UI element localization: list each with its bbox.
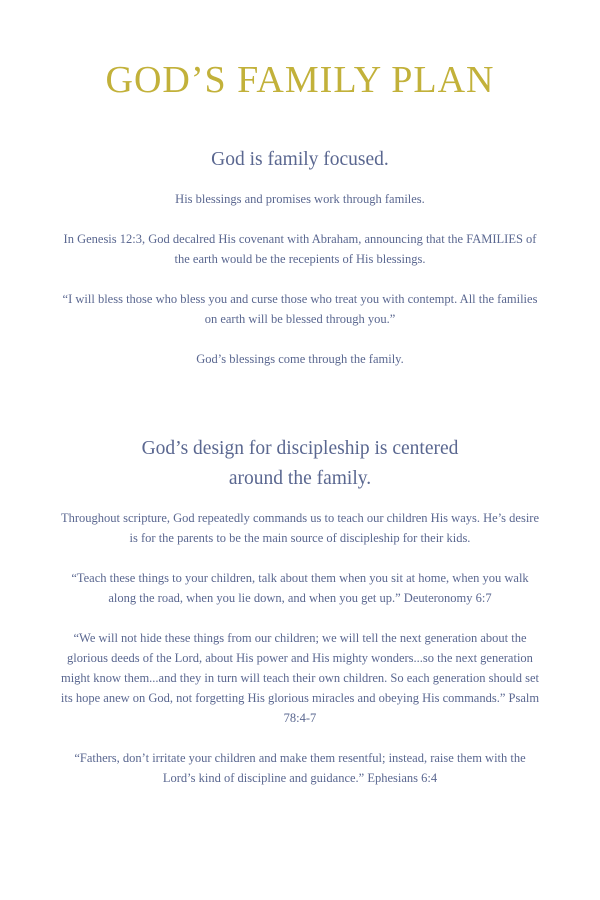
paragraph-conclusion: God’s blessings come through the family. [196, 352, 404, 366]
paragraph-genesis: In Genesis 12:3, God decalred His covenant with Abraham, announcing that the FAMILIES of the earth would be the recepients of His blessings. [63, 232, 537, 266]
paragraph-deuteronomy: “Teach these things to your children, talk about them when you sit at home, when you walk along the road, when you lie down, and when you get up.” Deuteronomy 6:7 [71, 571, 529, 605]
section-family-focused [60, 145, 540, 389]
paragraph-ephesians: “Fathers, don’t irritate your children and make them resentful; instead, raise them with the Lord’s kind of discipline and guidance.” Ephesians 6:4 [74, 751, 526, 785]
paragraph-genesis-quote: “I will bless those who bless you and curse those who treat you with contempt. All the families on earth will be blessed through you.” [62, 292, 538, 326]
section-heading [60, 434, 540, 494]
paragraph-psalm: “We will not hide these things from our children; we will tell the next generation about the glorious deeds of the Lord, about His power and His mighty wonders...so the next generation might know them...and they in turn will teach their own children. So each generation should set its hope anew on God, not forgetting His glorious miracles and obeying His commands.” Psalm 78:4-7 [60, 631, 540, 725]
section-heading-line1: God’s design for discipleship is centered [141, 438, 459, 459]
paragraph-blessings: His blessings and promises work through familes. [175, 192, 425, 206]
section-discipleship [60, 434, 540, 808]
paragraph-scripture-commands: Throughout scripture, God repeatedly commands us to teach our children His ways. He’s desire is for the parents to be the main source of discipleship for their kids. [61, 511, 539, 545]
section-heading: God is family focused. [211, 149, 389, 170]
page-title: GOD’S FAMILY PLAN [105, 59, 495, 101]
section-heading-line2: around the family. [228, 468, 372, 489]
